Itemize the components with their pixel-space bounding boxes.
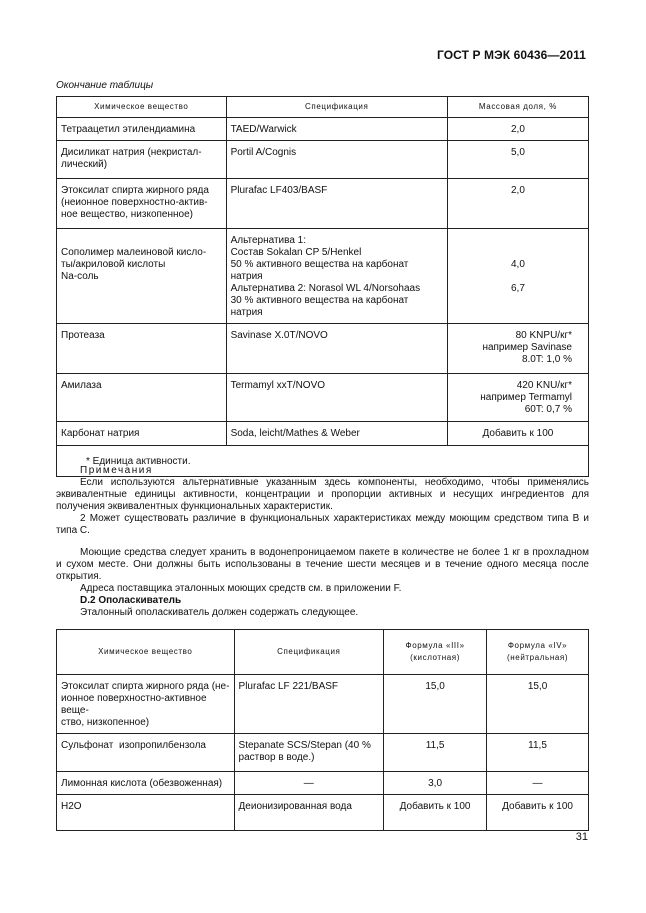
column-header-spec: Спецификация <box>226 97 447 118</box>
table-header-row <box>57 630 589 675</box>
cell-formula-iv: 15,0 <box>487 675 589 734</box>
cell-value: 420 KNU/кг* например Termamyl 60T: 0,7 % <box>447 374 588 422</box>
cell-formula-iii: 15,0 <box>384 675 487 734</box>
cell-formula-iv: 11,5 <box>487 734 589 772</box>
cell-substance: Этоксилат спирта жирного ряда (неионное поверхностно-актив- ное вещество, низкопенное) <box>57 179 227 229</box>
cell-substance: Лимонная кислота (обезвоженная) <box>57 772 235 795</box>
cell-formula-iv: Добавить к 100 <box>487 795 589 831</box>
cell-substance: Тетраацетил этилендиамина <box>57 118 227 141</box>
table-row <box>57 422 589 446</box>
note-2: 2 Может существовать различие в функциональных характеристиках между моющим средством типа В и типа С. <box>56 513 589 536</box>
supplier-paragraph: Адреса поставщика эталонных моющих средств см. в приложении F. <box>80 583 402 594</box>
cell-spec: Termamyl xxT/NOVO <box>226 374 447 422</box>
cell-substance: Сульфонат изопропилбензола <box>57 734 235 772</box>
column-header-mass: Массовая доля, % <box>447 97 588 118</box>
table-caption: Окончание таблицы <box>56 80 154 91</box>
notes-block <box>56 465 589 619</box>
cell-spec: — <box>234 772 384 795</box>
cell-substance: Этоксилат спирта жирного ряда (не- ионное поверхностно-активное веще- ство, низкопенное) <box>57 675 235 734</box>
ingredients-table <box>56 96 589 477</box>
table-footnote: * Единица активности. <box>57 446 589 477</box>
notes-title: Примечания <box>80 465 153 476</box>
cell-formula-iii: Добавить к 100 <box>384 795 487 831</box>
table-row <box>57 675 589 734</box>
column-header-formula-iv: Формула «IV» (нейтральная) <box>487 630 589 675</box>
cell-spec: Plurafac LF 221/BASF <box>234 675 384 734</box>
cell-spec: Plurafac LF403/BASF <box>226 179 447 229</box>
cell-spec: Soda, leicht/Mathes & Weber <box>226 422 447 446</box>
cell-formula-iii: 3,0 <box>384 772 487 795</box>
table-row <box>57 141 589 179</box>
storage-paragraph: Моющие средства следует хранить в водонепроницаемом пакете в количестве не более 1 кг в прохладном и сухом месте. Они должны быть использованы в течение шести месяцев и в течение одного месяца после открытия. <box>56 547 589 582</box>
column-header-substance: Химическое вещество <box>57 97 227 118</box>
cell-value: 5,0 <box>447 141 588 179</box>
table-header-row <box>57 97 589 118</box>
rinse-aid-table <box>56 629 589 831</box>
cell-formula-iii: 11,5 <box>384 734 487 772</box>
table-row <box>57 374 589 422</box>
table-row <box>57 179 589 229</box>
page-number: 31 <box>575 831 588 843</box>
cell-substance: Амилаза <box>57 374 227 422</box>
cell-value: Добавить к 100 <box>447 422 588 446</box>
cell-substance: Дисиликат натрия (некристал- лический) <box>57 141 227 179</box>
column-header-substance: Химическое вещество <box>57 630 235 675</box>
column-header-spec: Спецификация <box>234 630 384 675</box>
cell-value: 80 KNPU/кг* например Savinase 8.0T: 1,0 % <box>447 324 588 374</box>
cell-substance: Протеаза <box>57 324 227 374</box>
cell-formula-iv: — <box>487 772 589 795</box>
table-row <box>57 229 589 324</box>
cell-substance: Сополимер малеиновой кисло- ты/акриловой кислоты Na-соль <box>57 229 227 324</box>
cell-substance: H2O <box>57 795 235 831</box>
section-heading: D.2 Ополаскиватель <box>80 595 182 606</box>
table-row <box>57 795 589 831</box>
cell-spec: Stepanate SCS/Stepan (40 % раствор в воде.) <box>234 734 384 772</box>
column-header-formula-iii: Формула «III» (кислотная) <box>384 630 487 675</box>
table-row <box>57 118 589 141</box>
cell-spec: Portil A/Cognis <box>226 141 447 179</box>
cell-substance: Карбонат натрия <box>57 422 227 446</box>
table-row <box>57 772 589 795</box>
cell-value: 2,0 <box>447 179 588 229</box>
note-1: Если используются альтернативные указанным здесь компоненты, необходимо, чтобы применялись эквивалентные единицы активности, концентрации и пропорции активных и несущих ингредиентов для получения эквивалентных функциональных характеристик. <box>56 477 589 512</box>
cell-spec: Savinase X.0T/NOVO <box>226 324 447 374</box>
cell-spec: Альтернатива 1: Состав Sokalan CP 5/Henkel 50 % активного вещества на карбонат натрия Альтернатива 2: Norasol WL 4/Norsohaas 30 % активного вещества на карбонат натрия <box>226 229 447 324</box>
table-row <box>57 734 589 772</box>
rinse-aid-intro: Эталонный ополаскиватель должен содержать следующее. <box>80 607 359 618</box>
document-code: ГОСТ Р МЭК 60436—2011 <box>436 48 586 62</box>
cell-value: 2,0 <box>447 118 588 141</box>
table-row <box>57 324 589 374</box>
cell-spec: Деионизированная вода <box>234 795 384 831</box>
cell-spec: TAED/Warwick <box>226 118 447 141</box>
cell-value: 4,0 6,7 <box>447 229 588 324</box>
